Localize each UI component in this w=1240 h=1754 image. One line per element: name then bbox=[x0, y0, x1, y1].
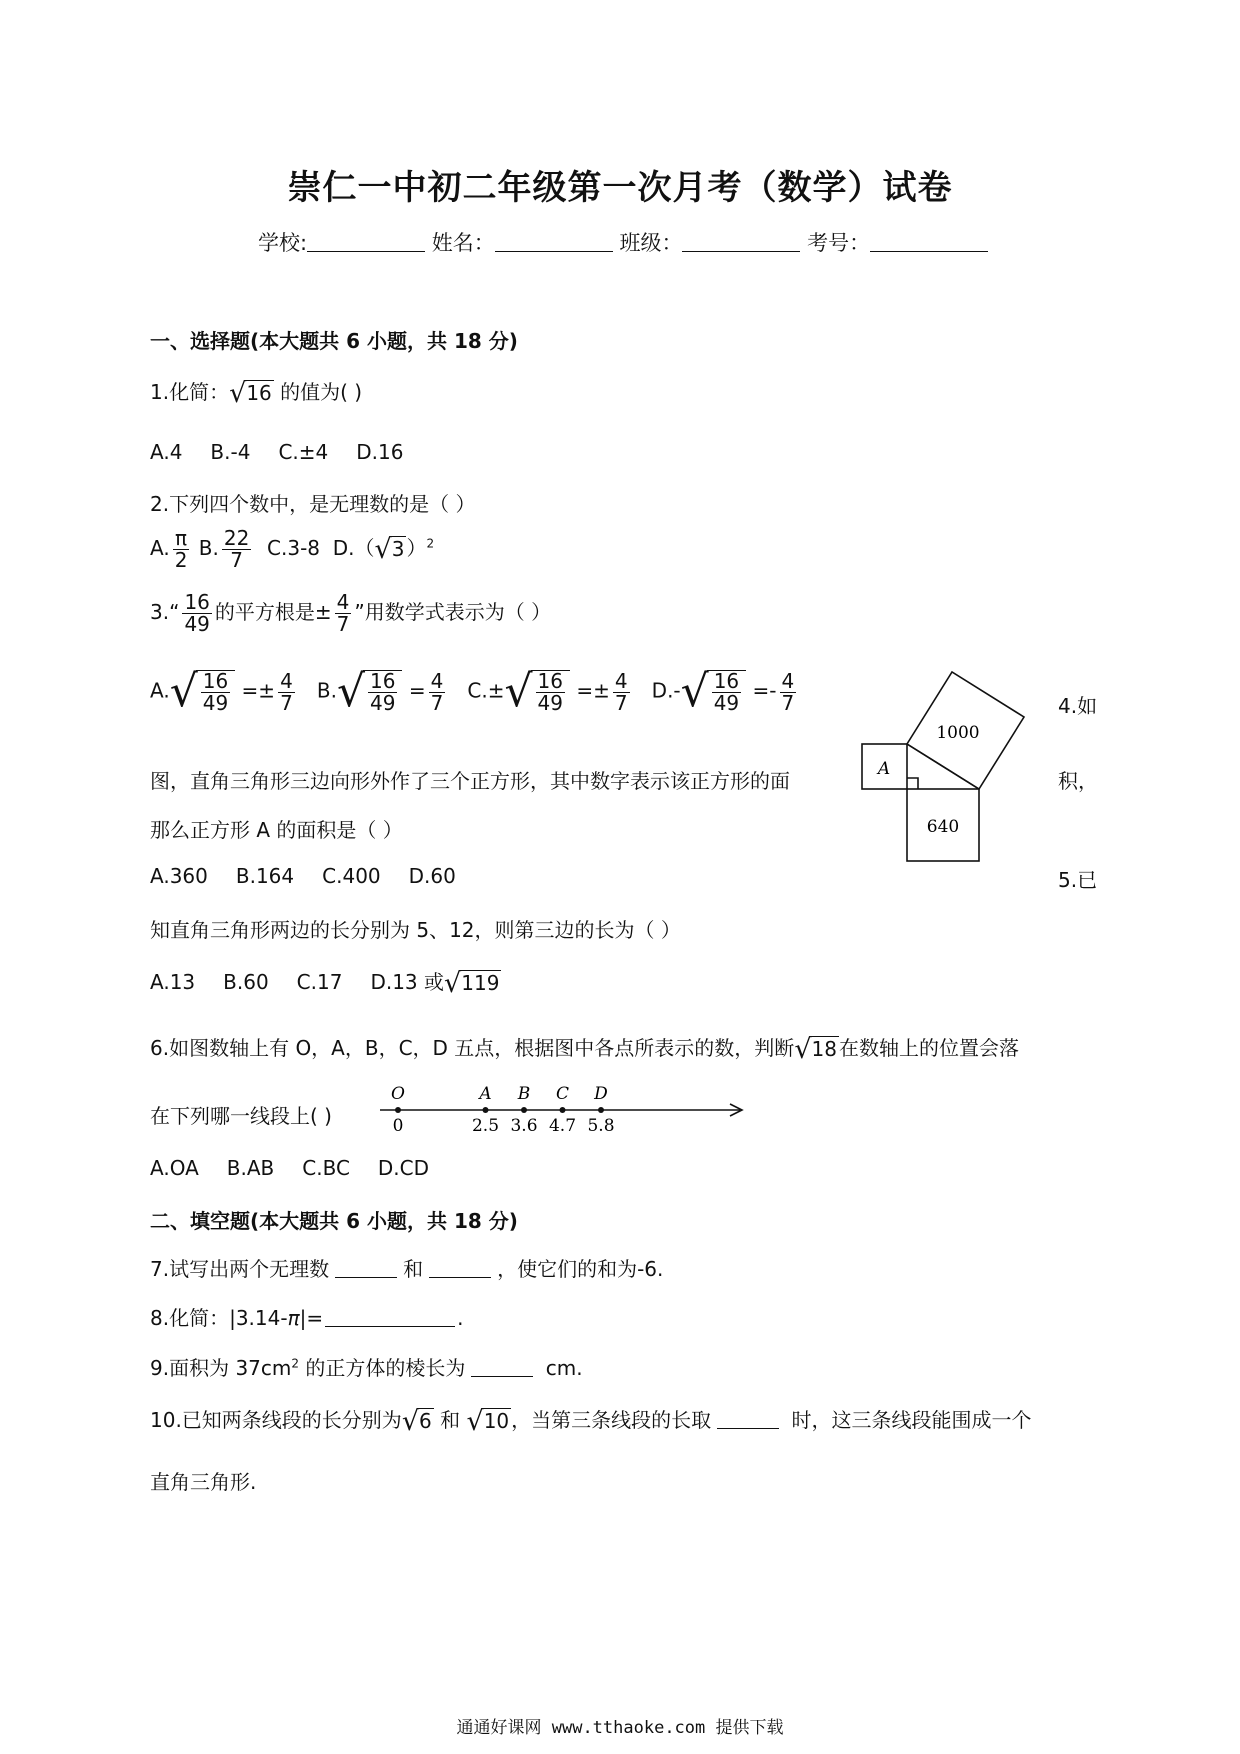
q7-blank-1 bbox=[335, 1259, 397, 1278]
q10-sqrt-10: √ 10 bbox=[466, 1406, 510, 1437]
number-line-label-o: O bbox=[391, 1084, 405, 1104]
q4-line-3: 那么正方形 A 的面积是（ ） bbox=[150, 818, 403, 842]
q1-sqrt: √ 16 bbox=[229, 378, 272, 409]
number-line-label-a: A bbox=[479, 1084, 492, 1104]
q9-blank bbox=[471, 1358, 533, 1377]
number-line-label-c: C bbox=[555, 1084, 570, 1104]
q5-options: A.13 B.60 C.17 D.13 或 √ 119 bbox=[150, 966, 557, 997]
q10-line-2: 直角三角形. bbox=[150, 1470, 257, 1494]
number-line-value-d: 5.8 bbox=[587, 1116, 615, 1136]
exam-no-blank bbox=[870, 231, 988, 252]
q4-line-2-end: 积， bbox=[1058, 769, 1098, 793]
q2-option-d-exponent: 2 bbox=[426, 536, 435, 551]
q1-option-b: B.-4 bbox=[210, 440, 251, 464]
number-line-point-o bbox=[395, 1107, 401, 1113]
footer-credit: 通通好课网 www.tthaoke.com 提供下载 bbox=[456, 1718, 784, 1738]
q10-blank bbox=[717, 1410, 779, 1429]
q5-start: 5.已 bbox=[1058, 868, 1098, 892]
question-3: 3.“ $\frac{16}{49}$ 的平方根是± $\frac{4}{7}$ ”用数学式表示为（ ） bbox=[150, 590, 552, 636]
student-info-line bbox=[258, 227, 988, 257]
section-2-heading: 二、填空题(本大题共 6 小题，共 18 分) bbox=[150, 1209, 518, 1233]
q3-fraction-16-49: $\frac{16}{49}$ bbox=[184, 590, 210, 636]
q10-sqrt-6: √ 6 bbox=[401, 1406, 432, 1437]
number-line-value-c: 4.7 bbox=[548, 1116, 577, 1136]
q3-option-b-label: B. bbox=[316, 678, 337, 703]
q2-option-d-label: D.（ bbox=[332, 536, 375, 560]
q2-option-b-label: B. bbox=[198, 536, 219, 560]
number-line-label-b: B bbox=[517, 1084, 531, 1104]
q3-option-c-label: C.± bbox=[467, 678, 505, 703]
q1-option-d: D.16 bbox=[356, 440, 404, 464]
number-line-point-a bbox=[483, 1107, 489, 1113]
number-line-value-o: 0 bbox=[392, 1116, 404, 1136]
label-640: 640 bbox=[926, 817, 960, 837]
number-line-value-a: 2.5 bbox=[471, 1116, 500, 1136]
number-line-label-d: D bbox=[594, 1084, 608, 1104]
class-label: 班级： bbox=[619, 231, 683, 255]
q4-line-2: 图，直角三角形三边向形外作了三个正方形，其中数字表示该正方形的面 bbox=[150, 769, 790, 793]
q2-option-d-sqrt: √ 3 bbox=[374, 534, 405, 565]
label-1000: 1000 bbox=[936, 723, 980, 743]
name-blank bbox=[495, 231, 613, 252]
pythagoras-squares-figure bbox=[850, 660, 1050, 870]
q1-prefix: 1.化简： bbox=[150, 380, 230, 404]
q6-sqrt: √ 18 bbox=[794, 1034, 837, 1065]
section-1-heading: 一、选择题(本大题共 6 小题，共 18 分) bbox=[150, 329, 518, 353]
q1-options bbox=[150, 440, 431, 464]
name-label: 姓名： bbox=[431, 231, 495, 255]
q1-option-a: A.4 bbox=[150, 440, 183, 464]
q2-option-a-fraction: $\frac{\pi}{2}$ bbox=[174, 526, 188, 572]
q3-options: A. √ $\frac{16}{49}$ =± $\frac{4}{7}$ B. √ $\frac{16}{49}$ = $\frac{4}{7}$ C.± √ $\frac{16}{49}$ =± $\frac{4}{7}$ D.- √ $\frac{16}{49}$ =- $\frac{4}{7}$ bbox=[150, 666, 795, 717]
question-1 bbox=[150, 376, 362, 407]
question-9: 9.面积为 $37cm^2$ 的正方体的棱长为 cm. bbox=[150, 1356, 583, 1380]
exam-no-label: 考号： bbox=[807, 231, 871, 255]
number-line-point-c bbox=[560, 1107, 566, 1113]
q1-suffix: 的值为( ) bbox=[273, 380, 363, 404]
q2-option-b-fraction: $\frac{22}{7}$ bbox=[223, 526, 250, 572]
q3-option-a-label: A. bbox=[150, 678, 170, 703]
label-a: A bbox=[877, 759, 891, 779]
q7-blank-2 bbox=[429, 1259, 491, 1278]
question-10: 10.已知两条线段的长分别为 √ 6 和 √ 10 ，当第三条线段的长取 时，这三条线段能围成一个 bbox=[150, 1406, 1032, 1437]
q6-options: A.OA B.AB C.BC D.CD bbox=[150, 1156, 430, 1180]
school-label: 学校: bbox=[258, 231, 308, 255]
q5-option-d-sqrt: √ 119 bbox=[444, 968, 500, 999]
question-2: 2.下列四个数中，是无理数的是（ ） bbox=[150, 492, 476, 516]
q2-option-c: C.3-8 bbox=[267, 536, 321, 560]
number-line-value-b: 3.6 bbox=[510, 1116, 538, 1136]
q2-option-a-label: A. bbox=[150, 536, 170, 560]
q8-blank bbox=[325, 1308, 455, 1327]
q3-option-d-label: D.- bbox=[651, 678, 681, 703]
class-blank bbox=[682, 231, 800, 252]
q2-options: A. $\frac{\pi}{2}$ B. $\frac{22}{7}$ C.3-8 D.（ √ 3 ）$^2$ bbox=[150, 526, 435, 572]
q1-option-c: C.±4 bbox=[278, 440, 329, 464]
question-6: 6.如图数轴上有 O，A，B，C，D 五点，根据图中各点所表示的数，判断 √ 18 在数轴上的位置会落 bbox=[150, 1034, 1019, 1065]
school-blank bbox=[307, 231, 425, 252]
number-line-figure bbox=[380, 1080, 750, 1140]
q3-fraction-4-7: $\frac{4}{7}$ bbox=[336, 590, 350, 636]
question-7: 7.试写出两个无理数 和 ，使它们的和为-6. bbox=[150, 1257, 664, 1281]
number-line-point-d bbox=[598, 1107, 604, 1113]
q4-start: 4.如 bbox=[1058, 694, 1098, 718]
q4-options: A.360 B.164 C.400 D.60 bbox=[150, 864, 456, 888]
question-8: 8.化简：|3.14-π|= . bbox=[150, 1306, 464, 1330]
page-title: 崇仁一中初二年级第一次月考（数学）试卷 bbox=[287, 168, 953, 208]
number-line-point-b bbox=[521, 1107, 527, 1113]
q6-line-2: 在下列哪一线段上( ) bbox=[150, 1104, 332, 1128]
question-5: 知直角三角形两边的长分别为 5、12，则第三边的长为（ ） bbox=[150, 918, 681, 942]
